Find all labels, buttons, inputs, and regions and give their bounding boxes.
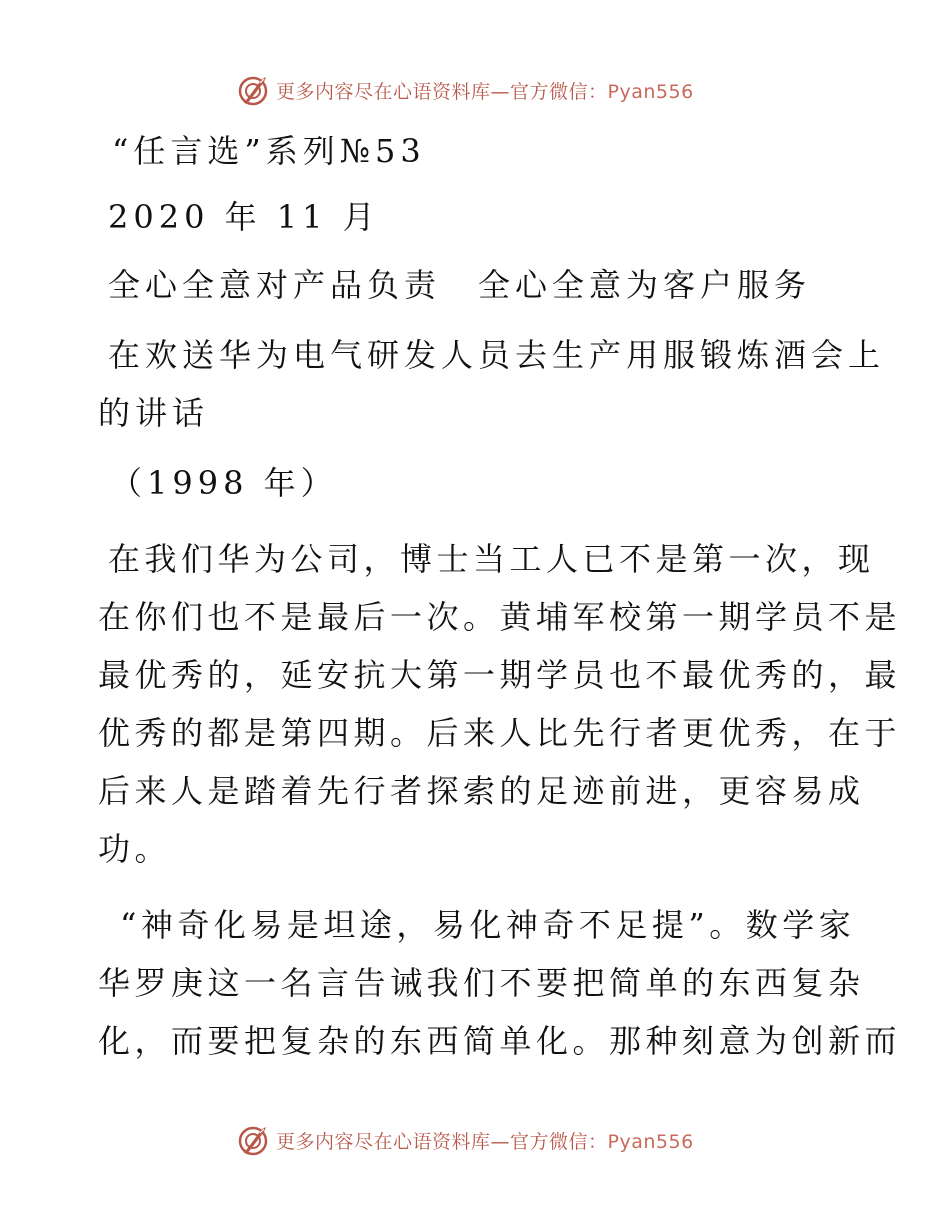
paragraph-line: “神奇化易是坦途，易化神奇不足提”。数学家	[120, 906, 856, 944]
watermark-wechat-id: Pyan556	[607, 80, 694, 103]
watermark-footer	[236, 1122, 694, 1158]
paragraph-line: 在我们华为公司，博士当工人已不是第一次，现	[108, 540, 875, 578]
watermark-text: 更多内容尽在心语资料库—官方微信：	[276, 1130, 608, 1153]
paragraph-line: 最优秀的，延安抗大第一期学员也不最优秀的，最	[98, 656, 902, 694]
series-label: “任言选”系列№53	[112, 132, 426, 170]
paragraph-line: 华罗庚这一名言告诫我们不要把简单的东西复杂	[98, 964, 865, 1002]
paragraph-line: 化，而要把复杂的东西简单化。那种刻意为创新而	[98, 1022, 902, 1060]
quill-pen-logo-icon	[236, 1123, 270, 1157]
paragraph-line: 优秀的都是第四期。后来人比先行者更优秀，在于	[98, 714, 902, 752]
speech-year: （1998 年）	[110, 464, 338, 502]
quill-pen-logo-icon	[236, 73, 270, 107]
speech-title	[98, 326, 886, 442]
paragraph	[98, 896, 902, 1070]
watermark-header	[236, 72, 694, 108]
speech-title-line: 的讲话	[98, 394, 210, 432]
watermark-wechat-id: Pyan556	[607, 1130, 694, 1153]
slogan: 全心全意对产品负责 全心全意为客户服务	[108, 266, 812, 304]
speech-title-line: 在欢送华为电气研发人员去生产用服锻炼酒会上	[108, 336, 886, 374]
paragraph-line: 功。	[98, 830, 172, 868]
watermark-text: 更多内容尽在心语资料库—官方微信：	[276, 80, 608, 103]
paragraph-line: 后来人是踏着先行者探索的足迹前进，更容易成	[98, 772, 865, 810]
document-date: 2020 年 11 月	[108, 198, 380, 236]
paragraph-line: 在你们也不是最后一次。黄埔军校第一期学员不是	[98, 598, 902, 636]
paragraph	[98, 530, 902, 878]
document-body	[98, 122, 902, 1070]
